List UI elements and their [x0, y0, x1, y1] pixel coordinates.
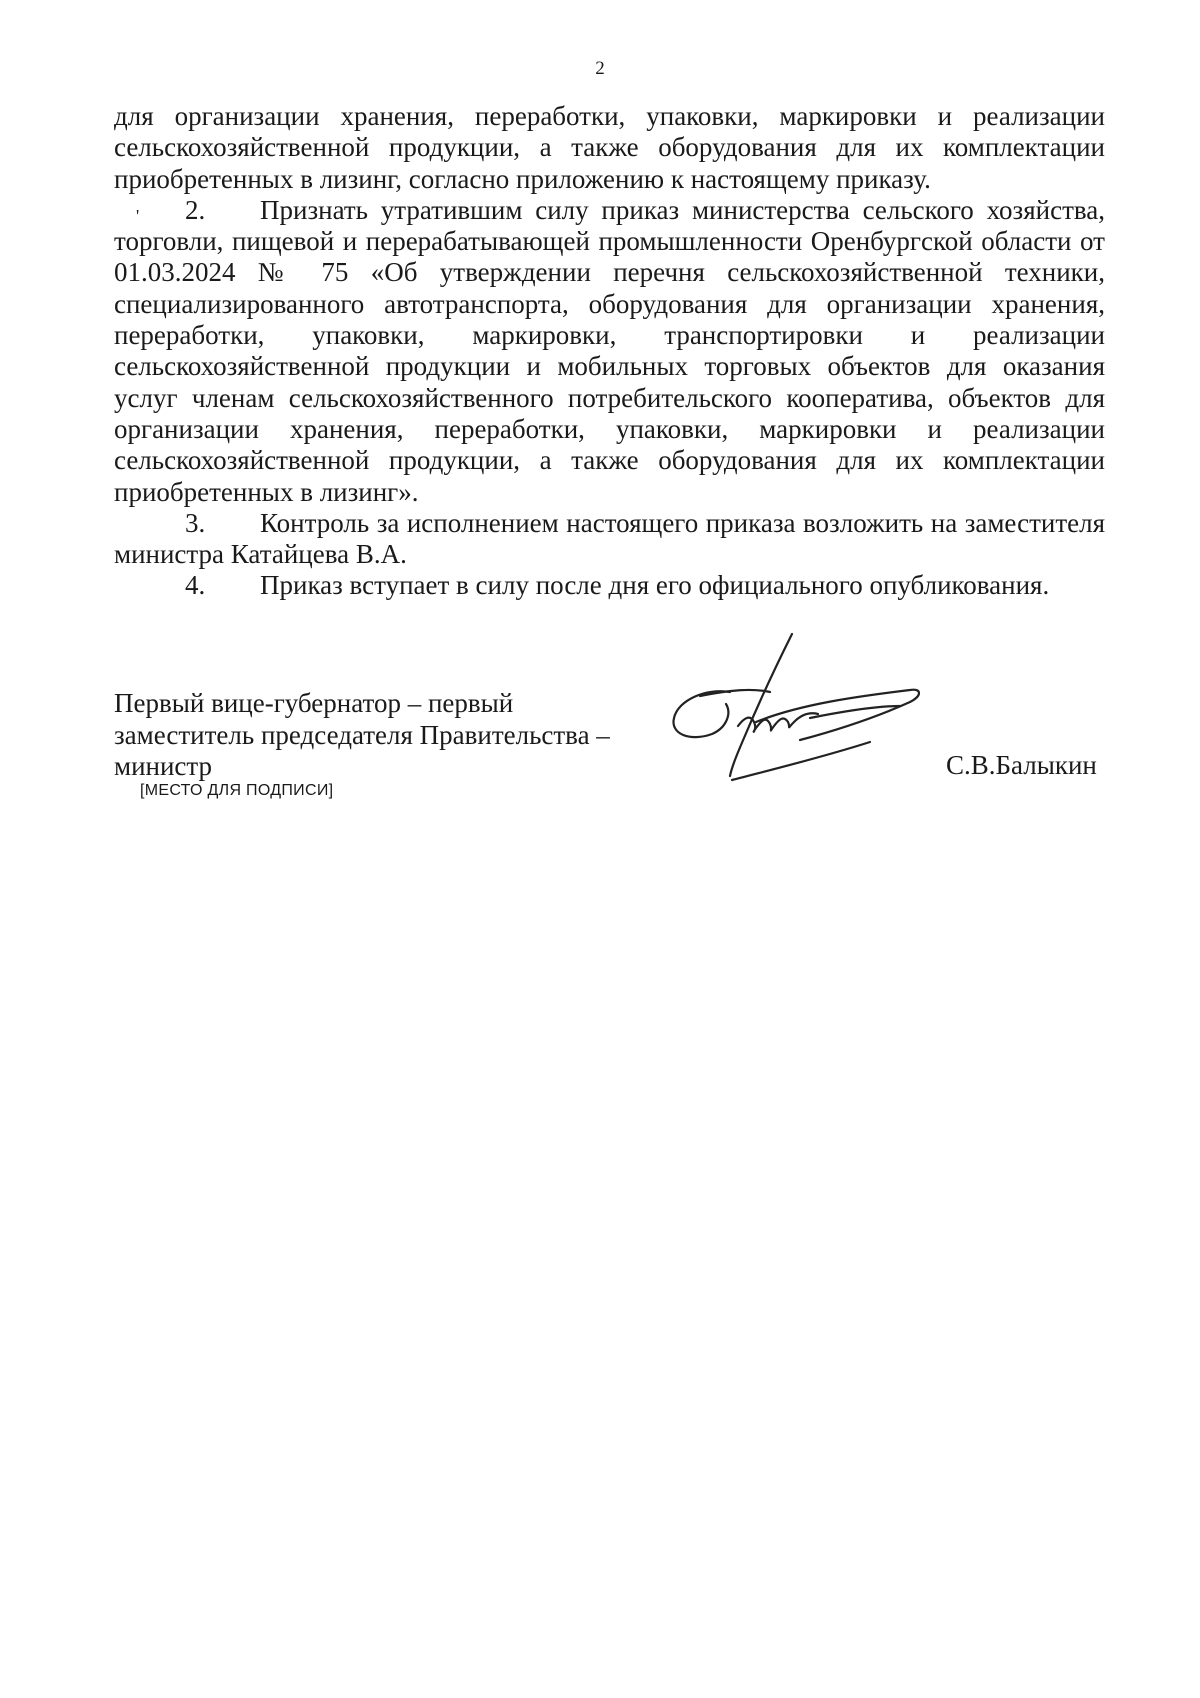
signature-placeholder: [МЕСТО ДЛЯ ПОДПИСИ]: [140, 782, 334, 799]
signer-position-line: Первый вице-губернатор – первый: [114, 688, 514, 718]
signer-position-line: заместитель председателя Правительства –: [114, 719, 610, 750]
paragraph-text: Приказ вступает в силу после дня его официального опубликования.: [260, 570, 1050, 601]
signer-position: [114, 688, 610, 783]
document-body: [114, 101, 1105, 602]
page-number: 2: [595, 58, 605, 79]
paragraph-2: [114, 195, 1105, 508]
paragraph-number: 3.: [185, 507, 206, 538]
paragraph-number: 2.: [185, 194, 206, 225]
signer-name: С.В.Балыкин: [946, 750, 1097, 780]
paragraph-1-continuation: [114, 101, 1105, 195]
paragraph-3: [114, 508, 1105, 571]
paragraph-4: [114, 570, 1105, 601]
paragraph-text: для организации хранения, переработки, упаковки, маркировки и реализации сельскохозяйственной продукции, а также оборудования для их комплектации приобретенных в лизинг, согласно приложению к настоящему приказу.: [114, 101, 1105, 194]
paragraph-number: 4.: [185, 570, 206, 601]
stray-mark: ': [136, 206, 140, 226]
handwritten-signature: [660, 630, 930, 810]
signer-position-line: министр: [114, 751, 213, 781]
paragraph-text: Контроль за исполнением настоящего приказа возложить на заместителя министра Катайцева В.А.: [114, 507, 1105, 570]
paragraph-text: Признать утратившим силу приказ министерства сельского хозяйства, торговли, пищевой и перерабатывающей промышленности Оренбургской области от 01.03.2024 № 75 «Об утверждении перечня сельскохозяйственной техники, специализированного автотранспорта, оборудования для организации хранения, переработки, упаковки, маркировки, транспортировки и реализации сельскохозяйственной продукции и мобильных торговых объектов для оказания услуг членам сельскохозяйственного потребительского кооператива, объектов для организации хранения, переработки, упаковки, маркировки и реализации сельскохозяйственной продукции, а также оборудования для их комплектации приобретенных в лизинг».: [114, 194, 1105, 507]
